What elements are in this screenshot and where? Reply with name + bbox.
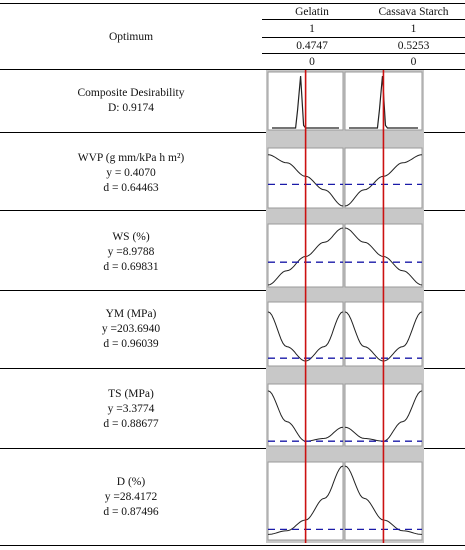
low-value-gelatin: 0 — [309, 56, 315, 68]
response-name: Composite Desirability — [77, 87, 185, 99]
response-name: WS (%) — [112, 231, 150, 243]
response-y: y =203.6940 — [101, 323, 161, 335]
response-name: TS (MPa) — [108, 388, 154, 400]
response-d: d = 0.69831 — [103, 261, 159, 273]
high-value-gelatin: 1 — [309, 23, 315, 35]
response-d: d = 0.88677 — [103, 418, 159, 430]
current-value-cassava: 0.5253 — [397, 40, 430, 52]
response-d: d = 0.87496 — [103, 506, 159, 518]
response-summary: D: 0.9174 — [108, 102, 154, 114]
high-value-cassava: 1 — [410, 23, 417, 35]
current-value-gelatin: 0.4747 — [296, 40, 328, 52]
response-name: YM (MPa) — [105, 308, 157, 320]
response-y: y = 0.4070 — [106, 167, 156, 179]
response-name: D (%) — [116, 476, 146, 488]
factor-header-gelatin: Gelatin — [295, 6, 329, 18]
factor-header-cassava-starch: Cassava Starch — [378, 6, 449, 18]
low-value-cassava: 0 — [410, 56, 417, 68]
response-y: y =3.3774 — [107, 403, 155, 415]
response-y: y =28.4172 — [104, 491, 158, 503]
response-y: y =8.9788 — [107, 246, 155, 258]
response-d: d = 0.64463 — [103, 182, 159, 194]
response-name: WVP (g mm/kPa h m²) — [77, 152, 185, 164]
optimum-label: Optimum — [108, 31, 154, 43]
response-d: d = 0.96039 — [103, 338, 159, 350]
